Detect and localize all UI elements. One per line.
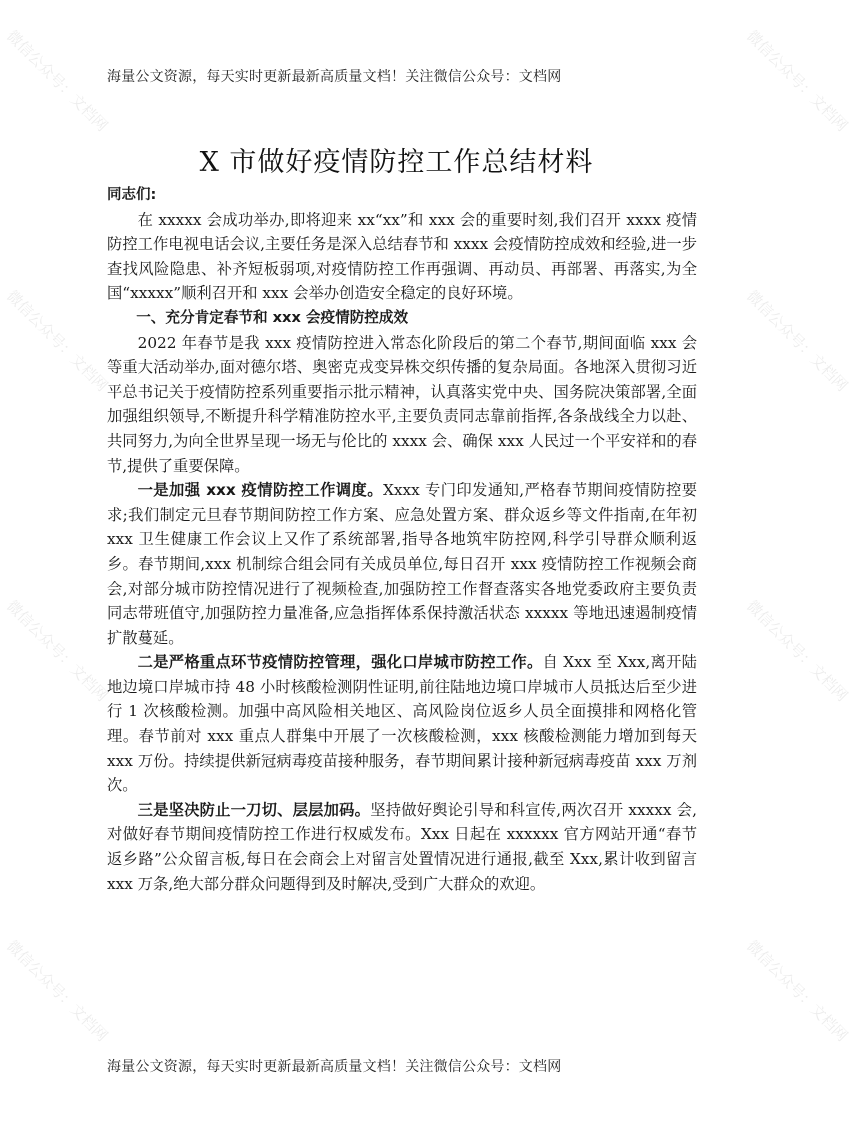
body-paragraph xyxy=(107,478,697,650)
watermark: 微信公众号：文档网 xyxy=(743,26,852,135)
document-body xyxy=(107,183,697,896)
body-paragraph xyxy=(107,798,697,896)
page-header: 海量公文资源，每天实时更新最新高质量文档！关注微信公众号：文档网 xyxy=(107,69,562,85)
watermark: 微信公众号：文档网 xyxy=(743,286,852,395)
paragraph-lead: 二是严格重点环节疫情防控管理，强化口岸城市防控工作。 xyxy=(137,653,543,672)
paragraph-text: 自 Xxx 至 Xxx,离开陆地边境口岸城市持 48 小时核酸检测阴性证明,前往陆地边境口岸城市人员抵达后至少进行 1 次核酸检测。加强中高风险相关地区、高风险岗位返乡人员全面摸排和网格化管理。春节前对 xxx 重点人群集中开展了一次核酸检测，xxx 核酸检测能力增加到每天 xxx 万份。持续提供新冠病毒疫苗接种服务，春节期间累计接种新冠病毒疫苗 xxx 万剂次。 xyxy=(107,653,697,795)
watermark: 微信公众号：文档网 xyxy=(3,936,112,1045)
watermark: 微信公众号：文档网 xyxy=(3,26,112,135)
paragraph-text: 坚持做好舆论引导和科宣传,两次召开 xxxxx 会,对做好春节期间疫情防控工作进行权威发布。Xxx 日起在 xxxxxx 官方网站开通“春节返乡路”公众留言板,每日在会商会上对留言处置情况进行通报,截至 Xxx,累计收到留言 xxx 万条,绝大部分群众问题得到及时解决,受到广大群众的欢迎。 xyxy=(107,800,697,893)
salutation: 同志们: xyxy=(107,187,157,203)
section-heading: 一、充分肯定春节和 xxx 会疫情防控成效 xyxy=(136,308,409,326)
intro-paragraph: 在 xxxxx 会成功举办,即将迎来 xx“xx”和 xxx 会的重要时刻,我们召开 xxxx 疫情防控工作电视电话会议,主要任务是深入总结春节和 xxxx 会疫情防控成效和经验,进一步查找风险隐患、补齐短板弱项,对疫情防控工作再强调、再动员、再部署、再落实,为全国“xxxxx”顺利召开和 xxx 会举办创造安全稳定的良好环境。 xyxy=(107,210,697,303)
watermark: 微信公众号：文档网 xyxy=(743,936,852,1045)
watermark: 微信公众号：文档网 xyxy=(3,596,112,705)
body-paragraph: 2022 年春节是我 xxx 疫情防控进入常态化阶段后的第二个春节,期间面临 xxx 会等重大活动举办,面对德尔塔、奥密克戎变异株交织传播的复杂局面。各地深入贯彻习近平总书记关于疫情防控系列重要指示批示精神，认真落实党中央、国务院决策部署,全面加强组织领导,不断提升科学精准防控水平,主要负责同志靠前指挥,各条战线全力以赴、共同努力,为向全世界呈现一场无与伦比的 xxxx 会、确保 xxx 人民过一个平安祥和的春节,提供了重要保障。 xyxy=(107,333,697,475)
watermark: 微信公众号：文档网 xyxy=(743,596,852,705)
paragraph-lead: 一是加强 xxx 疫情防控工作调度。 xyxy=(137,481,383,500)
paragraph-lead: 三是坚决防止一刀切、层层加码。 xyxy=(137,800,371,819)
body-paragraph xyxy=(107,650,697,798)
page-footer: 海量公文资源，每天实时更新最新高质量文档！关注微信公众号：文档网 xyxy=(107,1059,562,1075)
watermark: 微信公众号：文档网 xyxy=(3,286,112,395)
document-title: X 市做好疫情防控工作总结材料 xyxy=(199,147,594,178)
paragraph-text: Xxxx 专门印发通知,严格春节期间疫情防控要求;我们制定元旦春节期间防控工作方案、应急处置方案、群众返乡等文件指南,在年初 xxx 卫生健康工作会议上又作了系统部署,指导各地筑牢防控网,科学引导群众顺利返乡。春节期间,xxx 机制综合组会同有关成员单位,每日召开 xxx 疫情防控工作视频会商会,对部分城市防控情况进行了视频检查,加强防控工作督查落实各地党委政府主要负责同志带班值守,加强防控力量准备,应急指挥体系保持激活状态 xxxxx 等地迅速遏制疫情扩散蔓延。 xyxy=(107,481,697,647)
